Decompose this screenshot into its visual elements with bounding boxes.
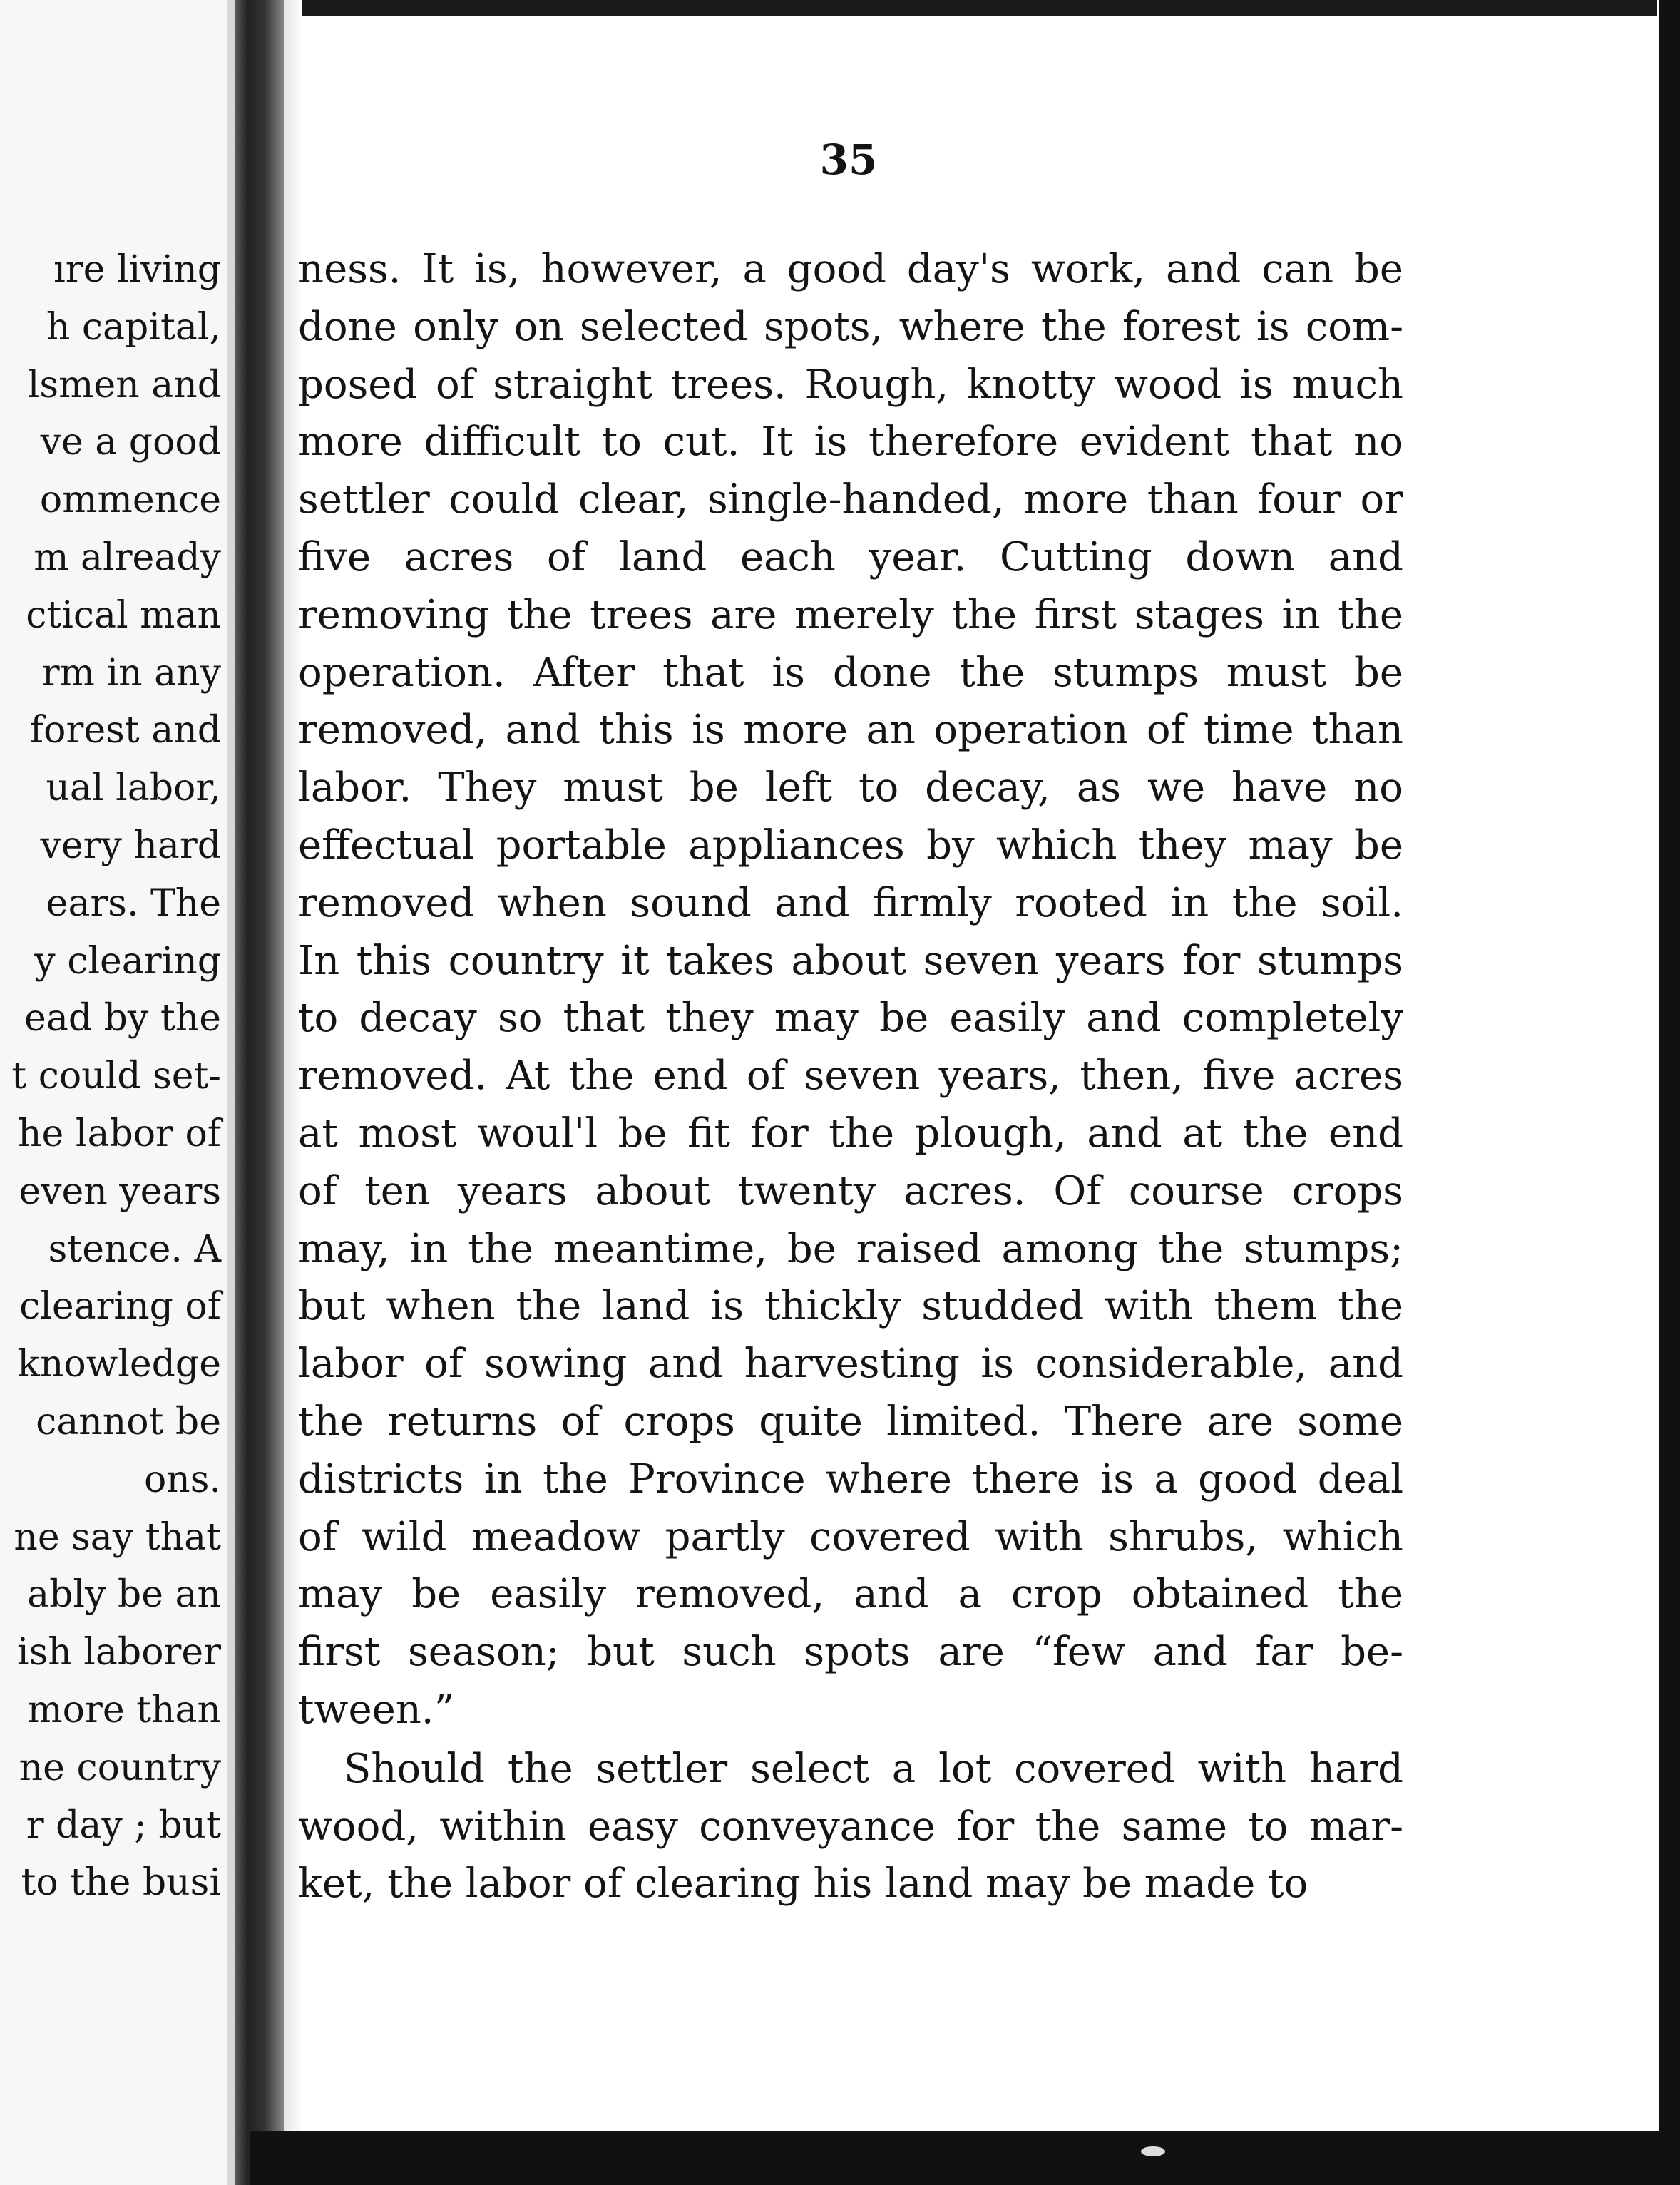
body-text-line: more difficult to cut. It is therefore evident that no <box>298 419 1403 466</box>
left-page-line: h capital, <box>46 305 221 349</box>
body-text-line: Should the settler select a lot covered with hard <box>344 1745 1403 1792</box>
body-text-line: may, in the meantime, be raised among the stumps; <box>298 1225 1403 1272</box>
body-text <box>298 241 1403 1913</box>
body-text-line: ness. It is, however, a good day's work, and can be <box>298 246 1403 292</box>
left-facing-page <box>0 0 227 2185</box>
body-text-line: first season; but such spots are “few and far be- <box>298 1629 1403 1676</box>
left-page-line: t could set- <box>11 1055 221 1098</box>
body-text-line: labor of sowing and harvesting is considerable, and <box>298 1341 1403 1388</box>
left-page-line: y clearing <box>34 939 221 983</box>
body-text-line: the returns of crops quite limited. There are some <box>298 1398 1403 1445</box>
left-page-line: ears. The <box>46 881 221 925</box>
body-text-line: removed. At the end of seven years, then, five acres <box>298 1053 1403 1100</box>
body-text-line: removed when sound and firmly rooted in the soil. <box>298 879 1403 926</box>
body-text-line: In this country it takes about seven years for stumps <box>298 937 1403 984</box>
body-text-line: at most woul'l be fit for the plough, and at the end <box>298 1110 1403 1157</box>
scan-speck <box>1141 2146 1165 2156</box>
left-page-line: ish laborer <box>16 1631 221 1674</box>
left-page-line: forest and <box>29 709 221 752</box>
left-page-line: ne say that <box>14 1515 221 1559</box>
body-text-line: removed, and this is more an operation of time than <box>298 707 1403 754</box>
left-page-line: he labor of <box>18 1112 221 1155</box>
left-page-line: ctical man <box>26 593 221 637</box>
left-page-line: ons. <box>143 1458 221 1501</box>
left-page-line: ıre living <box>53 248 221 291</box>
body-text-line: but when the land is thickly studded with them the <box>298 1283 1403 1330</box>
book-spine <box>235 0 284 2185</box>
bottom-scan-border <box>250 2131 1680 2185</box>
body-text-line: done only on selected spots, where the forest is com- <box>298 303 1403 350</box>
left-page-line: to the busi <box>21 1861 221 1905</box>
left-page-line: rm in any <box>41 651 221 695</box>
left-page-line: m already <box>34 536 221 579</box>
body-text-line: effectual portable appliances by which they may be <box>298 822 1403 869</box>
top-scan-border <box>302 0 1657 16</box>
left-page-text <box>0 241 221 1912</box>
body-text-line: to decay so that they may be easily and completely <box>298 995 1403 1042</box>
left-page-line: ommence <box>39 479 221 522</box>
left-page-line: knowledge <box>17 1343 221 1386</box>
left-page-line: stence. A <box>48 1227 221 1271</box>
body-text-line: of ten years about twenty acres. Of course crops <box>298 1167 1403 1214</box>
body-text-line: districts in the Province where there is a good deal <box>298 1455 1403 1503</box>
left-page-line: more than <box>27 1688 221 1731</box>
left-page-line: ead by the <box>24 997 221 1040</box>
body-text-line: ket, the labor of clearing his land may be made to <box>298 1861 1308 1908</box>
left-page-line: ably be an <box>27 1573 221 1617</box>
body-text-line: wood, within easy conveyance for the same to mar- <box>298 1803 1403 1850</box>
left-page-line: clearing of <box>19 1285 221 1329</box>
body-text-line: of wild meadow partly covered with shrubs, which <box>298 1513 1403 1560</box>
body-text-line: removing the trees are merely the first stages in the <box>298 591 1403 638</box>
body-text-line: five acres of land each year. Cutting down and <box>298 533 1403 580</box>
body-text-line: labor. They must be left to decay, as we have no <box>298 764 1403 812</box>
left-page-line: ve a good <box>40 421 221 464</box>
body-text-line: may be easily removed, and a crop obtained the <box>298 1571 1403 1618</box>
left-page-line: cannot be <box>36 1400 221 1443</box>
left-page-line: ne country <box>19 1746 221 1789</box>
left-page-line: very hard <box>40 824 221 867</box>
body-text-line: posed of straight trees. Rough, knotty wood is much <box>298 361 1403 408</box>
left-page-line: r day ; but <box>26 1803 221 1847</box>
page-number: 35 <box>819 135 878 184</box>
left-page-line: even years <box>19 1170 221 1213</box>
body-text-line: settler could clear, single-handed, more than four or <box>298 476 1403 523</box>
body-text-line: operation. After that is done the stumps must be <box>298 649 1403 696</box>
left-page-line: ual labor, <box>46 767 221 810</box>
right-scan-border <box>1659 0 1680 2185</box>
left-page-line: lsmen and <box>27 363 221 406</box>
body-text-line: tween.” <box>298 1686 455 1733</box>
